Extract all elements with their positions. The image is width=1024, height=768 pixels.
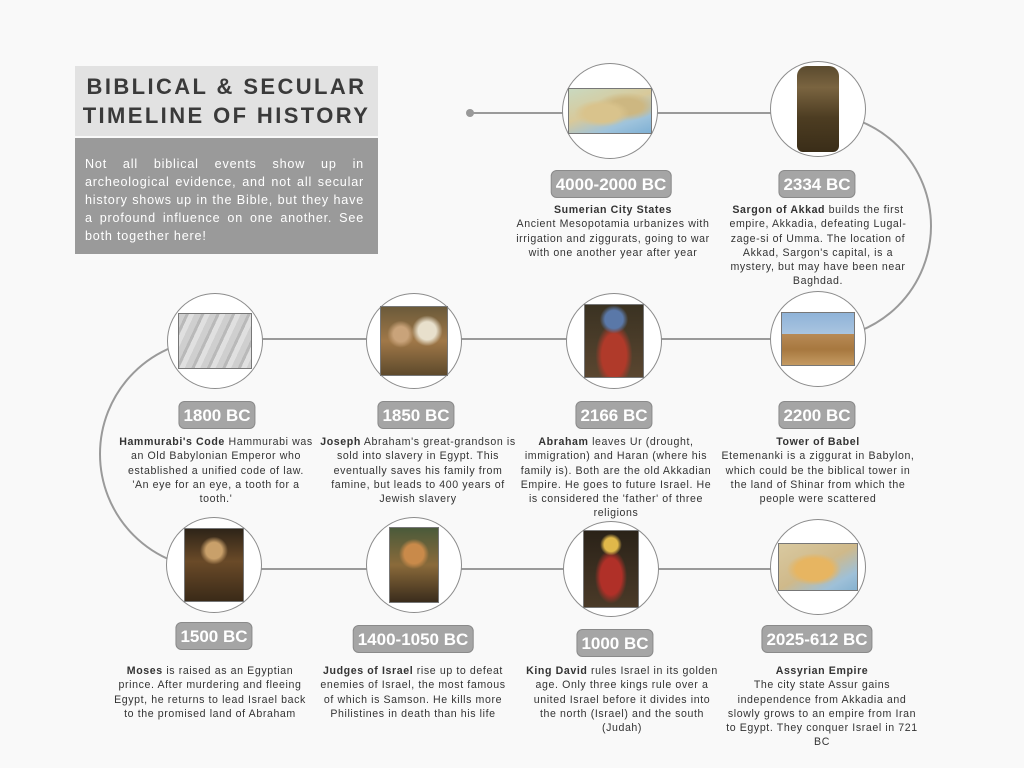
event-text-assyria: The city state Assur gains independence from Akkadia and slowly grows to an empire from Iran to Egypt. They conquer Israel in 721 BC (726, 679, 918, 749)
date-badge-sargon: 2334 BC (778, 170, 855, 198)
event-title-sumerian: Sumerian City States (554, 204, 672, 216)
date-badge-babel: 2200 BC (778, 401, 855, 429)
node-moses (166, 517, 262, 613)
event-title-abraham: Abraham (538, 436, 589, 448)
node-hammurabi (167, 293, 263, 389)
event-text-babel: Etemenanki is a ziggurat in Babylon, which could be the biblical tower in the land of Shinar from which the people were scattered (721, 450, 915, 506)
mesopotamia-map-image (568, 88, 652, 134)
date-badge-david: 1000 BC (576, 629, 653, 657)
event-text-joseph: Abraham's great-grandson is sold into slavery in Egypt. This eventually saves his family from famine, but leads to 400 years of Jewish slavery (331, 436, 516, 506)
event-desc-joseph (320, 435, 516, 506)
title-box (75, 66, 378, 136)
intro-text: Not all biblical events show up in archeological evidence, and not all secular history shows up in the Bible, but they have a profound influence on one another. See both together here! (85, 157, 364, 243)
assyria-map-image (778, 543, 858, 591)
event-title-david: King David (526, 665, 588, 677)
date-badge-judges: 1400-1050 BC (353, 625, 474, 653)
node-abraham (566, 293, 662, 389)
date-badge-joseph: 1850 BC (377, 401, 454, 429)
date-badge-moses: 1500 BC (175, 622, 252, 650)
moses-painting-image (184, 528, 244, 602)
page-title: BIBLICAL & SECULAR TIMELINE OF HISTORY (82, 74, 371, 128)
event-desc-abraham (518, 435, 714, 521)
event-desc-david (524, 664, 720, 735)
event-desc-moses (112, 664, 308, 721)
event-text-moses: is raised as an Egyptian prince. After murdering and fleeing Egypt, he returns to lead Israel back to the promised land of Abraham (114, 665, 306, 720)
event-title-joseph: Joseph (320, 436, 361, 448)
date-badge-assyria: 2025-612 BC (761, 625, 872, 653)
event-desc-sumerian (515, 203, 711, 260)
king-david-painting-image (583, 530, 639, 608)
event-text-judges: rise up to defeat enemies of Israel, the most famous of which is Samson. He kills more Philistines in death than his life (320, 665, 506, 720)
date-badge-abraham: 2166 BC (575, 401, 652, 429)
hammurabi-relief-image (178, 313, 252, 369)
date-badge-hammurabi: 1800 BC (178, 401, 255, 429)
event-text-david: rules Israel in its golden age. Only three kings rule over a united Israel before it divides into the north (Israel) and the south (Judah) (533, 665, 718, 735)
event-desc-babel (720, 435, 916, 506)
ziggurat-photo-image (781, 312, 855, 366)
abraham-painting-image (584, 304, 644, 378)
node-david (563, 521, 659, 617)
samson-painting-image (389, 527, 439, 603)
node-joseph (366, 293, 462, 389)
node-sargon (770, 61, 866, 157)
event-text-sargon: builds the first empire, Akkadia, defeating Lugal-zage-si of Umma. The location of Akkad, Sargon's capital, is a mystery, but may have been near Baghdad. (729, 204, 907, 288)
event-title-judges: Judges of Israel (323, 665, 414, 677)
event-title-sargon: Sargon of Akkad (732, 204, 826, 216)
event-title-moses: Moses (126, 665, 163, 677)
event-desc-judges (315, 664, 511, 721)
event-text-hammurabi: Hammurabi was an Old Babylonian Emperor who established a unified code of law. 'An eye for an eye, a tooth for a tooth.' (128, 436, 313, 506)
intro-box (75, 138, 378, 254)
event-title-hammurabi: Hammurabi's Code (119, 436, 225, 448)
joseph-painting-image (380, 306, 448, 376)
node-babel (770, 291, 866, 387)
node-assyria (770, 519, 866, 615)
node-sumerian (562, 63, 658, 159)
node-judges (366, 517, 462, 613)
event-desc-hammurabi (118, 435, 314, 506)
date-badge-sumerian: 4000-2000 BC (551, 170, 672, 198)
event-desc-assyria (724, 664, 920, 750)
event-text-abraham: leaves Ur (drought, immigration) and Haran (where his family is). Both are the old Akkadian Empire. He goes to future Israel. He is considered the 'father' of three religions (520, 436, 712, 520)
event-text-sumerian: Ancient Mesopotamia urbanizes with irrigation and ziggurats, going to war with one another year after year (516, 218, 710, 259)
event-desc-sargon (720, 203, 916, 289)
event-title-assyria: Assyrian Empire (775, 665, 869, 677)
sargon-bust-image (797, 66, 839, 152)
event-title-babel: Tower of Babel (776, 436, 860, 448)
